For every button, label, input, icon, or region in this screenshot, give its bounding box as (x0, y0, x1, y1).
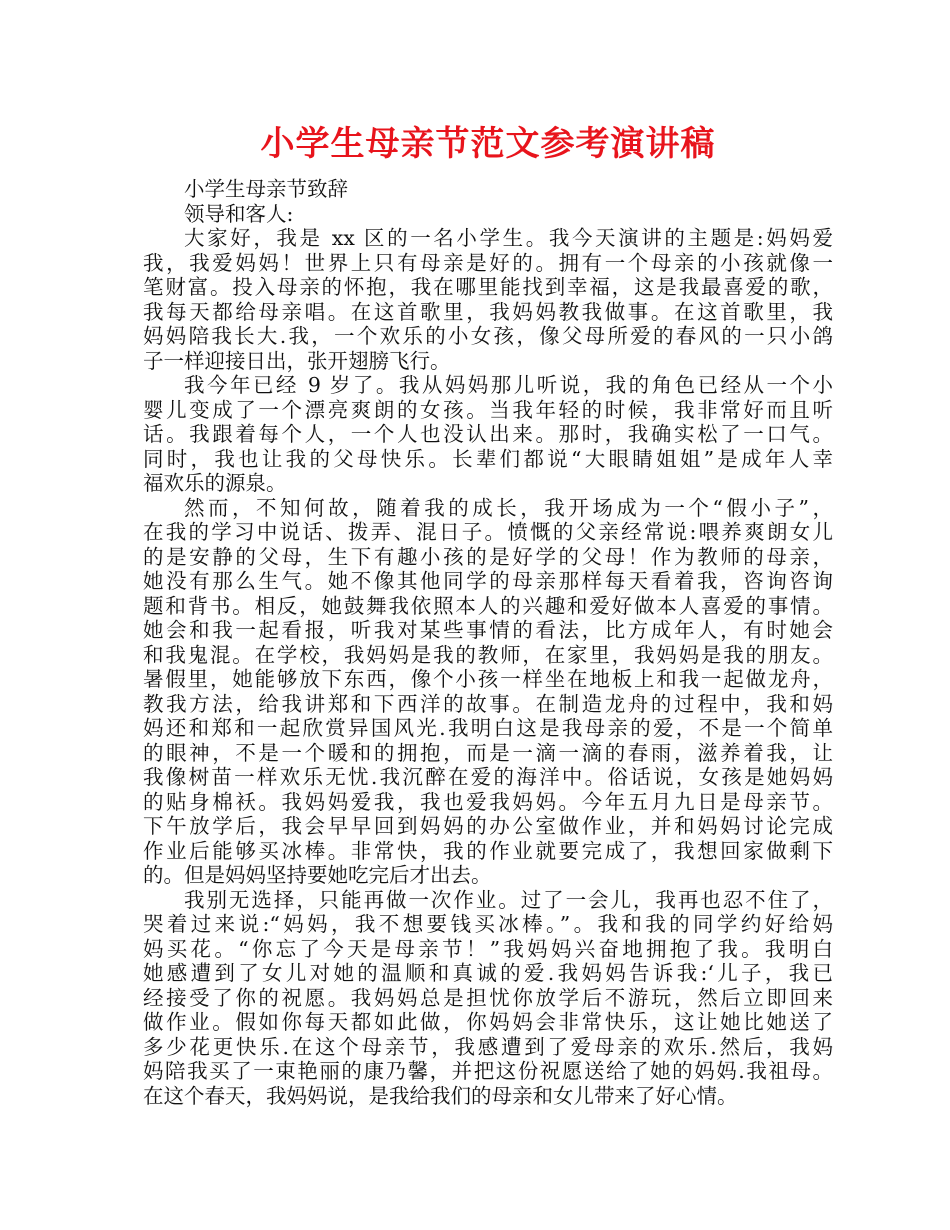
text-line: 在我的学习中说话、拨弄、混日子。愤慨的父亲经常说:喂养爽朗女儿 (143, 520, 833, 544)
text-line: 妈妈陪我长大.我，一个欢乐的小女孩，像父母所爱的春风的一只小鸽 (143, 324, 833, 348)
text-line: 同时，我也让我的父母快乐。长辈们都说“大眼睛姐姐”是成年人幸 (143, 446, 833, 471)
text-line: 我今年已经 9 岁了。我从妈妈那儿听说，我的角色已经从一个小 (184, 373, 833, 397)
text-line: 题和背书。相反，她鼓舞我依照本人的兴趣和爱好做本人喜爱的事情。 (143, 593, 833, 618)
text-line: 和我鬼混。在学校，我妈妈是我的教师，在家里，我妈妈是我的朋友。 (143, 642, 833, 667)
text-line: 她感遭到了女儿对她的温顺和真诚的爱.我妈妈告诉我:‘儿子，我已 (143, 961, 833, 985)
text-line: 作业后能够买冰棒。非常快，我的作业就要完成了，我想回家做剩下 (143, 838, 833, 863)
text-line: 我像树苗一样欢乐无忧.我沉醉在爱的海洋中。俗话说，女孩是她妈妈 (143, 765, 833, 789)
text-line: 领导和客人: (184, 201, 294, 226)
text-line: 教我方法，给我讲郑和下西洋的故事。在制造龙舟的过程中，我和妈 (143, 691, 833, 716)
text-line: 哭着过来说:“妈妈，我不想要钱买冰棒。”。我和我的同学约好给妈 (143, 912, 833, 936)
text-line: 的。但是妈妈坚持要她吃完后才出去。 (143, 863, 492, 887)
text-line: 多少花更快乐.在这个母亲节，我感遭到了爱母亲的欢乐.然后，我妈 (143, 1034, 833, 1059)
text-line: 大家好，我是 xx 区的一名小学生。我今天演讲的主题是:妈妈爱 (184, 226, 833, 250)
document-body (143, 177, 833, 1108)
text-line: 话。我跟着每个人，一个人也没认出来。那时，我确实松了一口气。 (143, 422, 833, 446)
text-line: 我每天都给母亲唱。在这首歌里，我妈妈教我做事。在这首歌里，我 (143, 299, 833, 324)
text-line: 经接受了你的祝愿。我妈妈总是担忧你放学后不游玩，然后立即回来 (143, 985, 833, 1010)
text-line: 的贴身棉袄。我妈妈爱我，我也爱我妈妈。今年五月九日是母亲节。 (143, 789, 833, 814)
document-title: 小学生母亲节范文参考演讲稿 (260, 124, 716, 164)
text-line: 子一样迎接日出，张开翅膀飞行。 (143, 348, 451, 373)
text-line: 下午放学后，我会早早回到妈妈的办公室做作业，并和妈妈讨论完成 (143, 814, 833, 838)
text-line: 妈买花。“你忘了今天是母亲节！”我妈妈兴奋地拥抱了我。我明白 (143, 936, 833, 961)
text-line: 妈陪我买了一束艳丽的康乃馨，并把这份祝愿送给了她的妈妈.我祖母。 (143, 1059, 833, 1083)
text-line: 她没有那么生气。她不像其他同学的母亲那样每天看着我，咨询咨询 (143, 569, 833, 593)
text-line: 做作业。假如你每天都如此做，你妈妈会非常快乐，这让她比她送了 (143, 1010, 833, 1034)
text-line: 她会和我一起看报，听我对某些事情的看法，比方成年人，有时她会 (143, 618, 833, 642)
text-line: 然而，不知何故，随着我的成长，我开场成为一个“假小子”， (184, 495, 833, 520)
text-line: 暑假里，她能够放下东西，像个小孩一样坐在地板上和我一起做龙舟， (143, 667, 833, 691)
text-line: 我别无选择，只能再做一次作业。过了一会儿，我再也忍不住了， (184, 887, 833, 912)
text-line: 妈还和郑和一起欣赏异国风光.我明白这是我母亲的爱，不是一个简单 (143, 716, 833, 740)
text-line: 的是安静的父母，生下有趣小孩的是好学的父母！作为教师的母亲， (143, 544, 833, 569)
text-line: 的眼神，不是一个暖和的拥抱，而是一滴一滴的春雨，滋养着我，让 (143, 740, 833, 765)
document-page (143, 118, 833, 1108)
text-line: 在这个春天，我妈妈说，是我给我们的母亲和女儿带来了好心情。 (143, 1083, 738, 1108)
text-line: 我，我爱妈妈！世界上只有母亲是好的。拥有一个母亲的小孩就像一 (143, 250, 833, 275)
text-line: 笔财富。投入母亲的怀抱，我在哪里能找到幸福，这是我最喜爱的歌， (143, 275, 833, 299)
text-line: 小学生母亲节致辞 (184, 177, 348, 201)
text-line: 福欢乐的源泉。 (143, 471, 287, 495)
text-line: 婴儿变成了一个漂亮爽朗的女孩。当我年轻的时候，我非常好而且听 (143, 397, 833, 422)
